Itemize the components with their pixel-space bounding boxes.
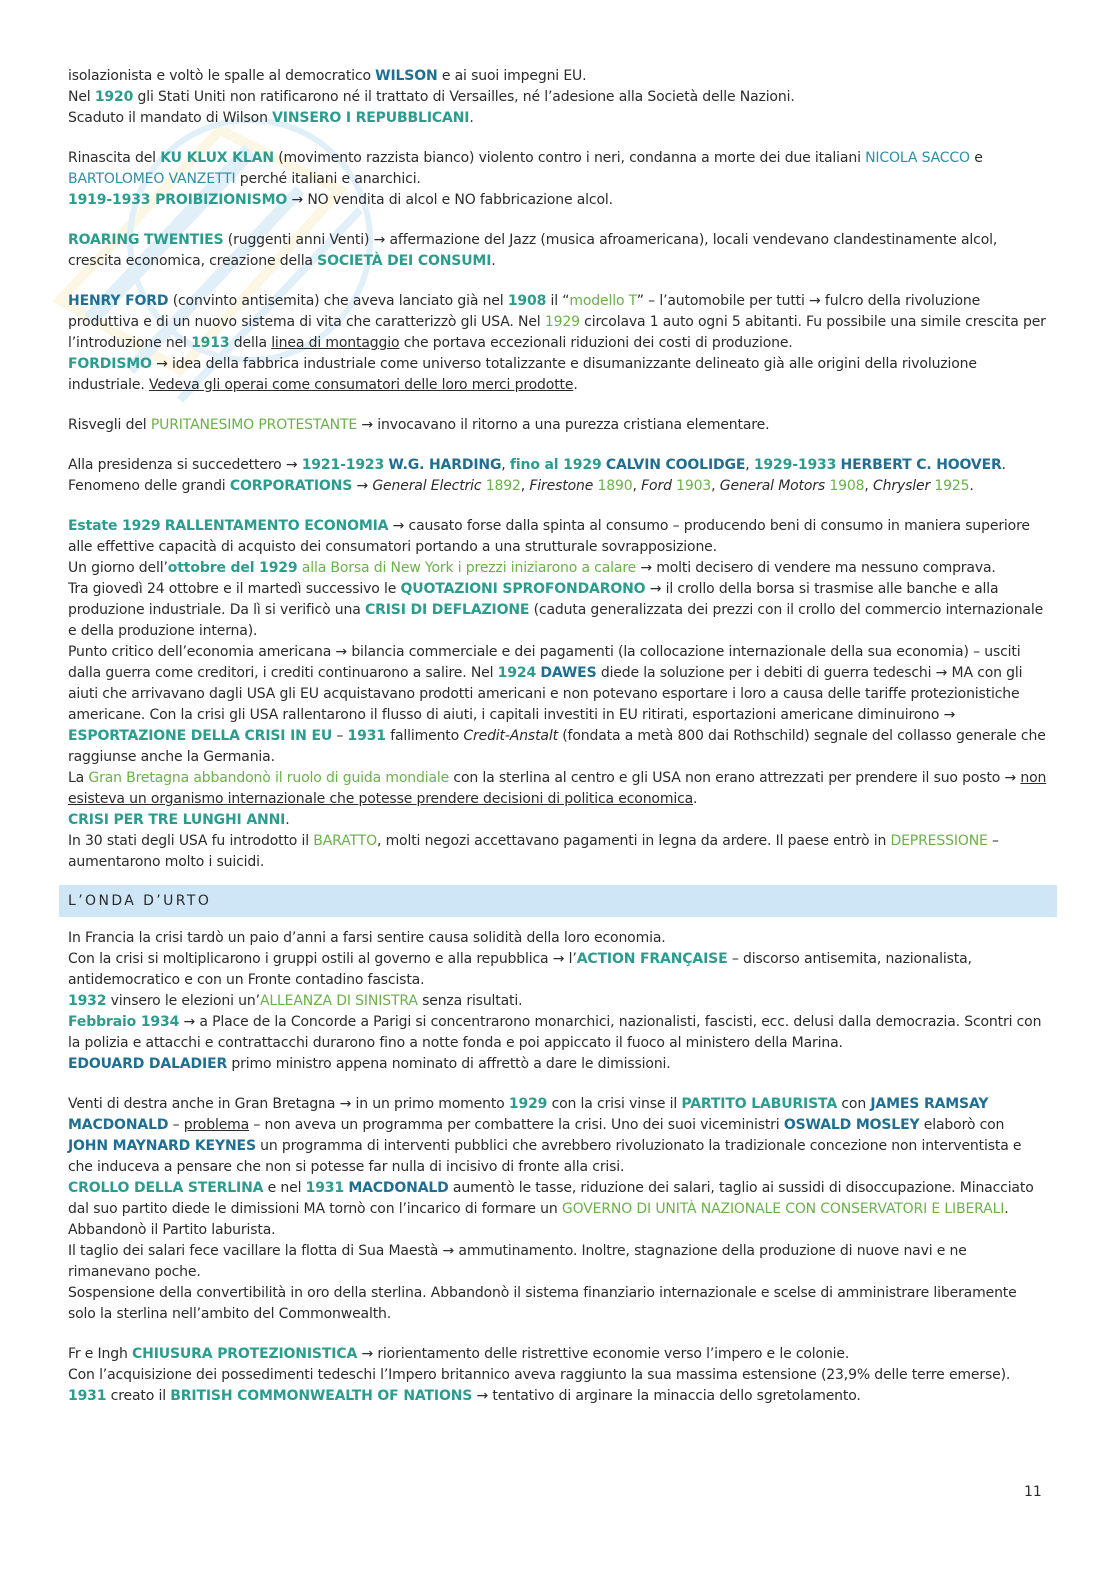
paragraph-spacer (68, 272, 1048, 291)
text-run-hb: 1929-1933 (753, 457, 837, 473)
text-run: Punto critico dell’economia americana → bilancia commerciale e dei pagamenti (la collocazione internazionale della sua economia) – usciti dalla guerra come creditori, i crediti continuarono a salire. Nel (68, 644, 1021, 681)
section-usa (68, 66, 1048, 873)
text-run: , (711, 478, 720, 494)
text-run-i: Firestone (529, 478, 594, 494)
paragraph (68, 831, 1048, 873)
text-run-l: 1925 (934, 478, 970, 494)
text-run: gli Stati Uniti non ratificarono né il trattato di Versailles, né l’adesione alla Società delle Nazioni. (133, 89, 795, 105)
text-run: → idea della fabbrica industriale come universo totalizzante e disumanizzante delineato già alle origini della rivoluzione industriale. (68, 356, 977, 393)
paragraph (68, 1344, 1048, 1365)
text-run-hb: 1931 (347, 728, 386, 744)
text-run-hb: ESPORTAZIONE DELLA CRISI IN EU (68, 728, 333, 744)
text-run: – non aveva un programma per combattere la crisi. Uno dei suoi viceministri (249, 1117, 784, 1133)
text-run: Nel (68, 89, 95, 105)
text-run-nb: WILSON (375, 68, 438, 84)
text-run-hb: KU KLUX KLAN (160, 150, 274, 166)
text-run-u: non esisteva un organismo internazionale che potesse prendere decisioni di politica economica (68, 770, 1047, 807)
paragraph (68, 1386, 1048, 1407)
text-run: diede la soluzione per i debiti di guerra tedeschi → MA con gli aiuti che arrivavano dagli USA gli EU acquistavano prodotti americani e non potevano esportare i loro a causa delle tariffe protezionistiche americane. Con la crisi gli USA rallentarono il flusso di aiuti, i capitali investiti in EU ritirati, esportazioni americane diminuirono → (68, 665, 1023, 723)
text-run: . (285, 812, 290, 828)
text-run: → (352, 478, 373, 494)
text-run-nb: JAMES RAMSAY MACDONALD (68, 1096, 989, 1133)
text-run-hb: RALLENTAMENTO ECONOMIA (164, 518, 389, 534)
text-run: → tentativo di arginare la minaccia dello sgretolamento. (472, 1388, 861, 1404)
text-run-l: 1903 (676, 478, 712, 494)
text-run: . (491, 253, 496, 269)
text-run: – (332, 728, 348, 744)
text-run-hb: 1929 (508, 1096, 548, 1112)
text-run: (ruggenti anni Venti) → affermazione del Jazz (musica afroamericana), locali vendevano clandestinamente alcol, crescita economica, creazione della (68, 232, 998, 269)
text-run: e (969, 150, 983, 166)
text-run: → a Place de la Concorde a Parigi si concentrarono monarchici, nazionalisti, fascisti, ecc. delusi dalla democrazia. Scontri con la polizia e attacchi e contrattacchi durarono fino a notte fonda e poi appiccato il fuoco al ministero della Marina. (68, 1014, 1042, 1051)
text-run-hb: 1924 (497, 665, 537, 681)
section-title: L’ONDA D’URTO (68, 893, 212, 909)
document-body (68, 66, 1048, 1407)
text-run-nb: EDOUARD DALADIER (68, 1056, 228, 1072)
paragraph (68, 1241, 1048, 1283)
text-run-nb: W.G. HARDING (388, 457, 502, 473)
text-run-hb: ROARING TWENTIES (68, 232, 224, 248)
text-run-nb: HERBERT C. HOOVER (840, 457, 1002, 473)
paragraph (68, 230, 1048, 272)
text-run: e ai suoi impegni EU. (437, 68, 587, 84)
text-run: . Abbandonò il Partito laburista. (68, 1201, 1009, 1238)
text-run-l: 1890 (597, 478, 633, 494)
text-run: Rinascita del (68, 150, 161, 166)
paragraph (68, 66, 1048, 87)
text-run-hb: ACTION FRANÇAISE (576, 951, 728, 967)
text-run: un programma di interventi pubblici che avrebbero rivoluzionato la tradizionale concezione non interventista e che induceva a pensare che non si potesse far nulla di incisivo di fronte alla crisi. (68, 1138, 1022, 1175)
paragraph-spacer (68, 436, 1048, 455)
text-run-l: BARATTO (313, 833, 377, 849)
paragraph-spacer (68, 211, 1048, 230)
paragraph (68, 190, 1048, 211)
paragraph-spacer (68, 396, 1048, 415)
text-run: Con l’acquisizione dei possedimenti tedeschi l’Impero britannico aveva raggiunto la sua massima estensione (23,9% delle terre emerse). (68, 1367, 1011, 1383)
text-run-nb: CALVIN COOLIDGE (605, 457, 746, 473)
text-run-hb: 1919-1933 PROIBIZIONISMO (68, 192, 288, 208)
text-run: (movimento razzista bianco) violento contro i neri, condanna a morte dei due italiani (273, 150, 866, 166)
text-run-hb: Estate 1929 (68, 518, 161, 534)
text-run-hb: Febbraio 1934 (68, 1014, 180, 1030)
text-run: , molti negozi accettavano pagamenti in legna da ardere. Il paese entrò in (376, 833, 891, 849)
text-run-nb: OSWALD MOSLEY (783, 1117, 920, 1133)
text-run-u: problema (183, 1117, 250, 1133)
paragraph (68, 148, 1048, 190)
paragraph (68, 949, 1048, 991)
text-run: → causato forse dalla spinta al consumo – producendo beni di consumo in maniera superiore alle effettive capacità di acquisto dei consumatori portando a una strutturale sovrapposizione. (68, 518, 1030, 555)
paragraph (68, 558, 1048, 579)
text-run-i: Credit-Anstalt (463, 728, 558, 744)
paragraph-spacer (68, 129, 1048, 148)
text-run: Scaduto il mandato di Wilson (68, 110, 273, 126)
text-run: isolazionista e voltò le spalle al democratico (68, 68, 376, 84)
text-run: con la sterlina al centro e gli USA non erano attrezzati per prendere il suo posto → (449, 770, 1021, 786)
text-run-l: ALLEANZA DI SINISTRA (259, 993, 418, 1009)
paragraph (68, 928, 1048, 949)
paragraph (68, 1283, 1048, 1325)
text-run: . (573, 377, 578, 393)
paragraph (68, 1054, 1048, 1075)
text-run-l: 1929 (544, 314, 580, 330)
paragraph-spacer (68, 1325, 1048, 1344)
text-run: , (745, 457, 754, 473)
section-onda-durto (68, 928, 1048, 1407)
text-run: In 30 stati degli USA fu introdotto il (68, 833, 314, 849)
text-run: (convinto antisemita) che aveva lanciato già nel (168, 293, 508, 309)
text-run: , (520, 478, 530, 494)
text-run: Il taglio dei salari fece vacillare la flotta di Sua Maestà → ammutinamento. Inoltre, stagnazione della produzione di nuove navi e ne rimanevano poche. (68, 1243, 967, 1280)
paragraph (68, 415, 1048, 436)
text-run-hb: PARTITO LABURISTA (681, 1096, 838, 1112)
text-run-hb: VINSERO I REPUBBLICANI (272, 110, 470, 126)
paragraph-spacer (68, 1075, 1048, 1094)
text-run: . (693, 791, 698, 807)
paragraph (68, 579, 1048, 642)
text-run: il “ (546, 293, 570, 309)
text-run: → NO vendita di alcol e NO fabbricazione alcol. (287, 192, 613, 208)
text-run-hb: CROLLO DELLA STERLINA (68, 1180, 264, 1196)
paragraph (68, 768, 1048, 810)
text-run-l: DEPRESSIONE (890, 833, 988, 849)
paragraph (68, 810, 1048, 831)
text-run-hb: CHIUSURA PROTEZIONISTICA (132, 1346, 358, 1362)
paragraph (68, 354, 1048, 396)
text-run-t: NICOLA SACCO (865, 150, 970, 166)
text-run: e nel (263, 1180, 306, 1196)
text-run: Sospensione della convertibilità in oro della sterlina. Abbandonò il sistema finanziario internazionale e scelse di amministrare liberamente solo la sterlina nell’ambito del Commonwealth. (68, 1285, 1017, 1322)
text-run-hb: BRITISH COMMONWEALTH OF NATIONS (170, 1388, 473, 1404)
text-run: → molti decisero di vendere ma nessuno comprava. (636, 560, 996, 576)
text-run: , (864, 478, 874, 494)
text-run-l: GOVERNO DI UNITÀ NAZIONALE CON CONSERVATORI E LIBERALI (561, 1201, 1005, 1217)
paragraph (68, 476, 1048, 497)
text-run: In Francia la crisi tardò un paio d’anni a farsi sentire causa solidità della loro economia. (68, 930, 666, 946)
text-run-nb: DAWES (540, 665, 597, 681)
text-run-hb: 1932 (68, 993, 107, 1009)
text-run: elaborò con (919, 1117, 1005, 1133)
paragraph (68, 291, 1048, 354)
text-run: – discorso antisemita, nazionalista, antidemocratico e con un Fronte contadino fascista. (68, 951, 972, 988)
text-run-hb: CRISI DI DEFLAZIONE (364, 602, 530, 618)
text-run-nb: MACDONALD (348, 1180, 449, 1196)
paragraph (68, 1012, 1048, 1054)
text-run: . (1001, 457, 1006, 473)
text-run-i: Ford (641, 478, 672, 494)
text-run-hb: CRISI PER TRE LUNGHI ANNI (68, 812, 286, 828)
paragraph (68, 108, 1048, 129)
paragraph (68, 991, 1048, 1012)
text-run: , (501, 457, 510, 473)
text-run-t: BARTOLOMEO VANZETTI (68, 171, 236, 187)
text-run-l: 1892 (485, 478, 521, 494)
paragraph (68, 1365, 1048, 1386)
section-heading-onda-durto (59, 885, 1057, 917)
text-run-l: alla Borsa di New York i prezzi iniziarono a calare (301, 560, 637, 576)
text-run-hb: 1913 (191, 335, 230, 351)
text-run: . (969, 478, 974, 494)
text-run: Fr e Ingh (68, 1346, 133, 1362)
paragraph (68, 642, 1048, 768)
text-run: Fenomeno delle grandi (68, 478, 230, 494)
text-run: ” – l’automobile per tutti → fulcro della rivoluzione produttiva e di un nuovo sistema di vita che caratterizzò gli USA. Nel (68, 293, 981, 330)
paragraph (68, 455, 1048, 476)
text-run-l: PURITANESIMO PROTESTANTE (150, 417, 358, 433)
text-run: Tra giovedì 24 ottobre e il martedì successivo le (68, 581, 401, 597)
text-run-nb: HENRY FORD (68, 293, 169, 309)
text-run: fallimento (385, 728, 464, 744)
text-run-u: Vedeva gli operai come consumatori delle loro merci prodotte (148, 377, 574, 393)
text-run-hb: 1908 (507, 293, 547, 309)
text-run: – aumentarono molto i suicidi. (68, 833, 999, 870)
text-run-hb: 1931 (305, 1180, 344, 1196)
paragraph (68, 1094, 1048, 1178)
text-run: (fondata a metà 800 dai Rothschild) segnale del collasso generale che raggiunse anche la Germania. (68, 728, 1046, 765)
text-run-hb: 1920 (94, 89, 134, 105)
text-run-hb: ottobre del 1929 (167, 560, 298, 576)
text-run: senza risultati. (417, 993, 523, 1009)
text-run: La (68, 770, 89, 786)
text-run-l: modello T (569, 293, 637, 309)
text-run-hb: fino al 1929 (509, 457, 602, 473)
text-run: Risvegli del (68, 417, 151, 433)
text-run: creato il (106, 1388, 171, 1404)
text-run-l: 1908 (829, 478, 865, 494)
text-run-u: linea di montaggio (271, 335, 400, 351)
text-run: (caduta generalizzata dei prezzi con il crollo del commercio internazionale e della produzione interna). (68, 602, 1044, 639)
text-run: → riorientamento delle ristrettive economie verso l’impero e le colonie. (357, 1346, 850, 1362)
paragraph (68, 516, 1048, 558)
text-run-nb: JOHN MAYNARD KEYNES (68, 1138, 256, 1154)
text-run-hb: SOCIETÀ DEI CONSUMI (317, 253, 492, 269)
text-run: Alla presidenza si succedettero → (68, 457, 302, 473)
text-run: Con la crisi si moltiplicarono i gruppi ostili al governo e alla repubblica → l’ (68, 951, 577, 967)
text-run: Venti di destra anche in Gran Bretagna → in un primo momento (68, 1096, 509, 1112)
text-run: della (229, 335, 272, 351)
text-run: , (632, 478, 642, 494)
paragraph (68, 87, 1048, 108)
paragraph-spacer (68, 497, 1048, 516)
text-run: circolava 1 auto ogni 5 abitanti. Fu possibile una simile crescita per l’introduzione nel (68, 314, 1046, 351)
text-run: primo ministro appena nominato di affrettò a dare le dimissioni. (227, 1056, 671, 1072)
text-run: perché italiani e anarchici. (235, 171, 421, 187)
text-run: . (469, 110, 474, 126)
page-number: 11 (1024, 1484, 1042, 1500)
text-run-hb: QUOTAZIONI SPROFONDARONO (400, 581, 646, 597)
text-run: Un giorno dell’ (68, 560, 168, 576)
text-run: con la crisi vinse il (547, 1096, 682, 1112)
text-run-i: General Motors (719, 478, 826, 494)
text-run-hb: 1921-1923 (301, 457, 385, 473)
text-run: → il crollo della borsa si trasmise alle banche e alla produzione industriale. Da lì si verificò una (68, 581, 999, 618)
text-run-hb: FORDISMO (68, 356, 152, 372)
text-run-i: General Electric (372, 478, 482, 494)
text-run: vinsero le elezioni un’ (106, 993, 260, 1009)
paragraph (68, 1178, 1048, 1241)
text-run-i: Chrysler (873, 478, 931, 494)
text-run: – (168, 1117, 184, 1133)
text-run: che portava eccezionali riduzioni dei costi di produzione. (399, 335, 793, 351)
text-run: → invocavano il ritorno a una purezza cristiana elementare. (357, 417, 770, 433)
text-run: con (837, 1096, 871, 1112)
text-run-hb: CORPORATIONS (229, 478, 353, 494)
text-run-l: Gran Bretagna abbandonò il ruolo di guida mondiale (88, 770, 450, 786)
text-run: aumentò le tasse, riduzione dei salari, taglio ai sussidi di disoccupazione. Minacciato dal suo partito diede le dimissioni MA tornò con l’incarico di formare un (68, 1180, 1034, 1217)
text-run-hb: 1931 (68, 1388, 107, 1404)
